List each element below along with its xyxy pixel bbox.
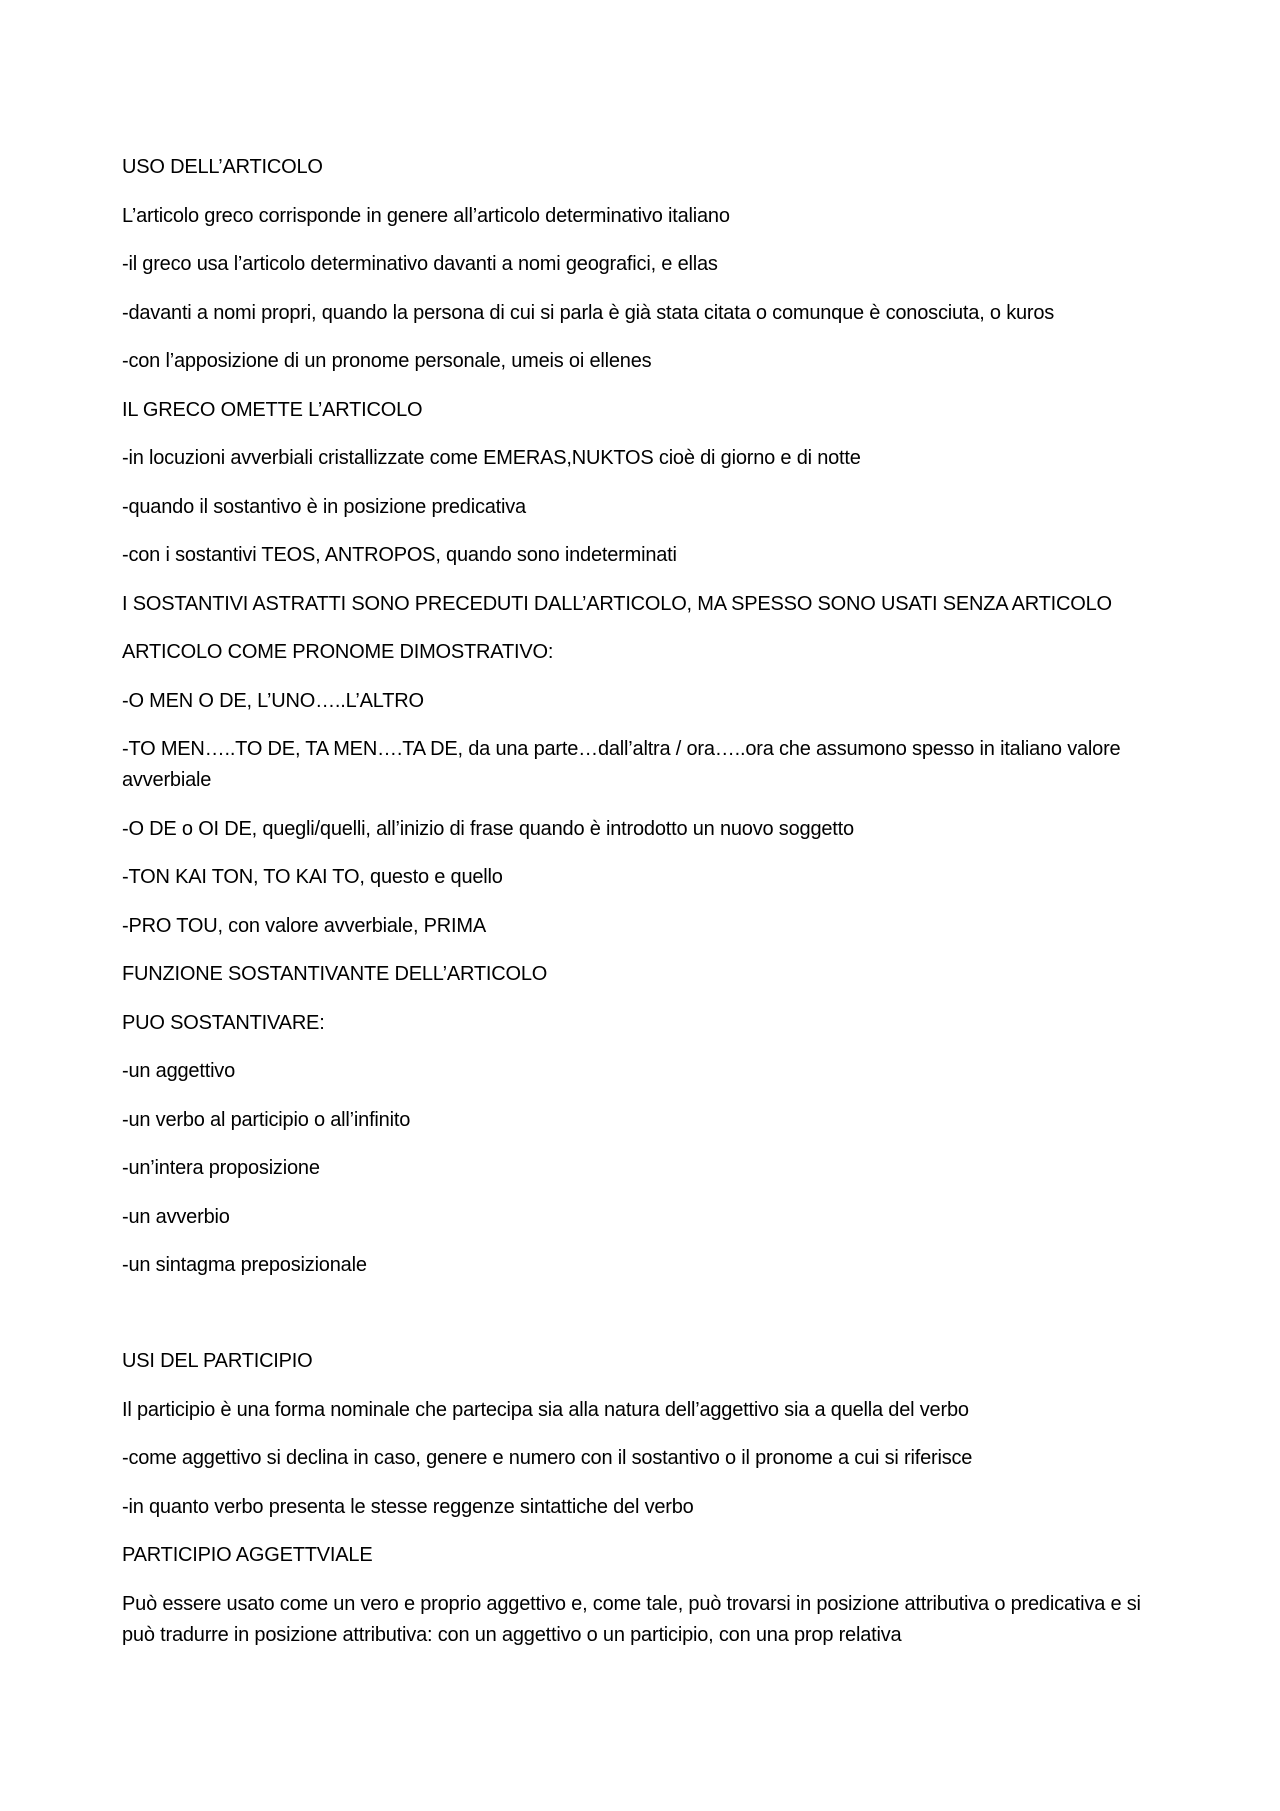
- list-item: -un verbo al participio o all’infinito: [122, 1108, 411, 1131]
- list-item: -quando il sostantivo è in posizione predicativa: [122, 495, 526, 518]
- list-item: -in locuzioni avverbiali cristallizzate come EMERAS,NUKTOS cioè di giorno e di notte: [122, 447, 861, 469]
- paragraph-participio-aggettivale: Può essere usato come un vero e proprio aggettivo e, come tale, può trovarsi in posizione attributiva o predicativa e si può tradurre in posizione attributiva: con un aggettivo o un participio, con una prop relativa: [122, 1592, 1141, 1646]
- heading-pronome-dimostrativo: ARTICOLO COME PRONOME DIMOSTRATIVO:: [122, 641, 554, 663]
- heading-omette-articolo: IL GRECO OMETTE L’ARTICOLO: [122, 398, 423, 421]
- list-item: -il greco usa l’articolo determinativo davanti a nomi geografici, e ellas: [122, 253, 718, 275]
- list-item: -davanti a nomi propri, quando la persona di cui si parla è già stata citata o comunque è conosciuta, o kuros: [122, 301, 1055, 324]
- heading-uso-articolo: USO DELL’ARTICOLO: [122, 156, 323, 178]
- paragraph-article-intro: L’articolo greco corrisponde in genere all’articolo determinativo italiano: [122, 204, 730, 227]
- list-item: -un’intera proposizione: [122, 1157, 320, 1179]
- heading-usi-participio: USI DEL PARTICIPIO: [122, 1350, 313, 1372]
- document-body: [122, 152, 1167, 1668]
- heading-funzione-sostantivante: FUNZIONE SOSTANTIVANTE DELL’ARTICOLO: [122, 963, 548, 985]
- list-item: -con i sostantivi TEOS, ANTROPOS, quando sono indeterminati: [122, 544, 677, 566]
- list-item: -con l’apposizione di un pronome personale, umeis oi ellenes: [122, 350, 652, 372]
- list-item: -un aggettivo: [122, 1060, 236, 1082]
- list-item: -come aggettivo si declina in caso, genere e numero con il sostantivo o il pronome a cui si riferisce: [122, 1447, 973, 1469]
- list-item: -PRO TOU, con valore avverbiale, PRIMA: [122, 914, 487, 937]
- list-item: -un avverbio: [122, 1205, 230, 1228]
- list-item: -TON KAI TON, TO KAI TO, questo e quello: [122, 866, 503, 888]
- paragraph-participle-intro: Il participio è una forma nominale che partecipa sia alla natura dell’aggettivo sia a quella del verbo: [122, 1398, 969, 1421]
- list-item: -O DE o OI DE, quegli/quelli, all’inizio di frase quando è introdotto un nuovo soggetto: [122, 817, 854, 840]
- note-abstract-nouns: I SOSTANTIVI ASTRATTI SONO PRECEDUTI DALL’ARTICOLO, MA SPESSO SONO USATI SENZA ARTICOLO: [122, 592, 1112, 615]
- subheading-puo-sostantivare: PUO SOSTANTIVARE:: [122, 1011, 325, 1034]
- list-item: -un sintagma preposizionale: [122, 1254, 367, 1276]
- heading-participio-aggettivale: PARTICIPIO AGGETTVIALE: [122, 1544, 373, 1566]
- list-item: -TO MEN…..TO DE, TA MEN….TA DE, da una parte…dall’altra / ora…..ora che assumono spesso in italiano valore avverbiale: [122, 738, 1121, 791]
- list-item: -in quanto verbo presenta le stesse reggenze sintattiche del verbo: [122, 1495, 694, 1518]
- list-item: -O MEN O DE, L’UNO…..L’ALTRO: [122, 689, 424, 712]
